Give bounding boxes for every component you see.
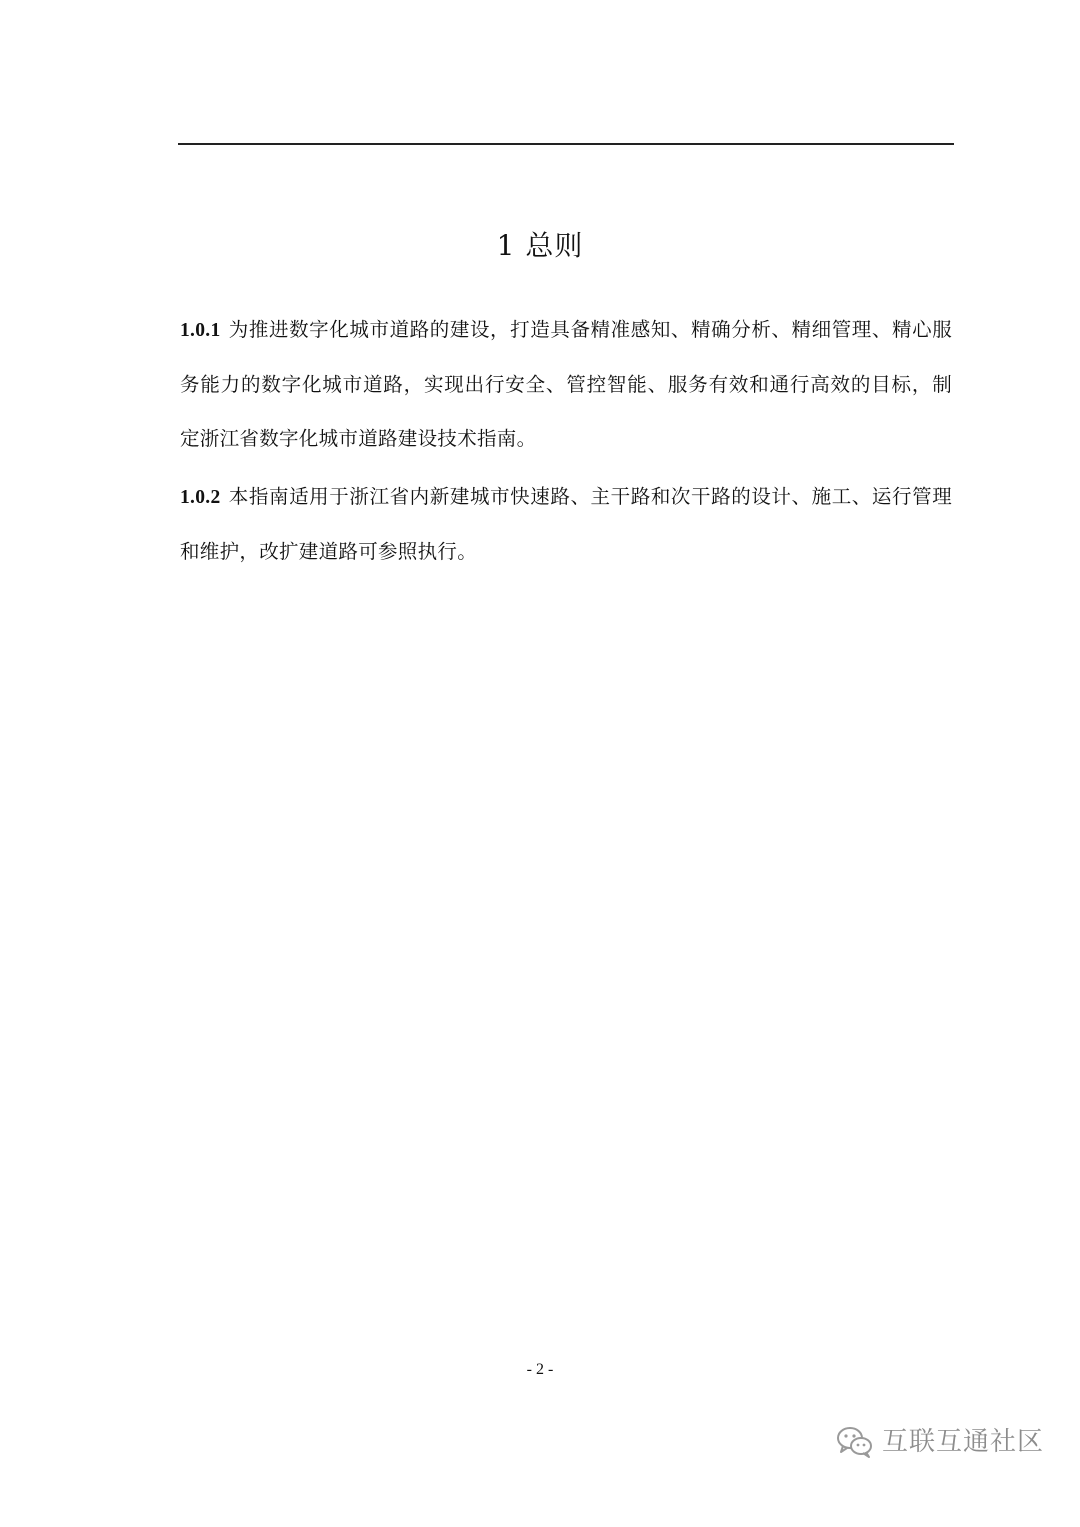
clause-1-0-1 xyxy=(180,303,952,466)
page-number: - 2 - xyxy=(526,1361,554,1378)
header-rule xyxy=(178,143,954,145)
watermark-text: 互联互通社区 xyxy=(881,1427,1044,1457)
clause-number: 1.0.2 xyxy=(180,487,221,508)
clause-text: 为推进数字化城市道路的建设，打造具备精准感知、精确分析、精细管理、精心服务能力的数字化城市道路，实现出行安全、管控智能、服务有效和通行高效的目标，制定浙江省数字化城市道路建设技术指南。 xyxy=(180,318,952,450)
clause-number: 1.0.1 xyxy=(180,320,221,341)
clause-text: 本指南适用于浙江省内新建城市快速路、主干路和次干路的设计、施工、运行管理和维护，改扩建道路可参照执行。 xyxy=(180,485,952,563)
watermark xyxy=(836,1422,1044,1462)
wechat-icon xyxy=(836,1425,874,1459)
chapter-title: 1 总则 xyxy=(496,229,584,262)
clause-1-0-2 xyxy=(180,470,952,579)
